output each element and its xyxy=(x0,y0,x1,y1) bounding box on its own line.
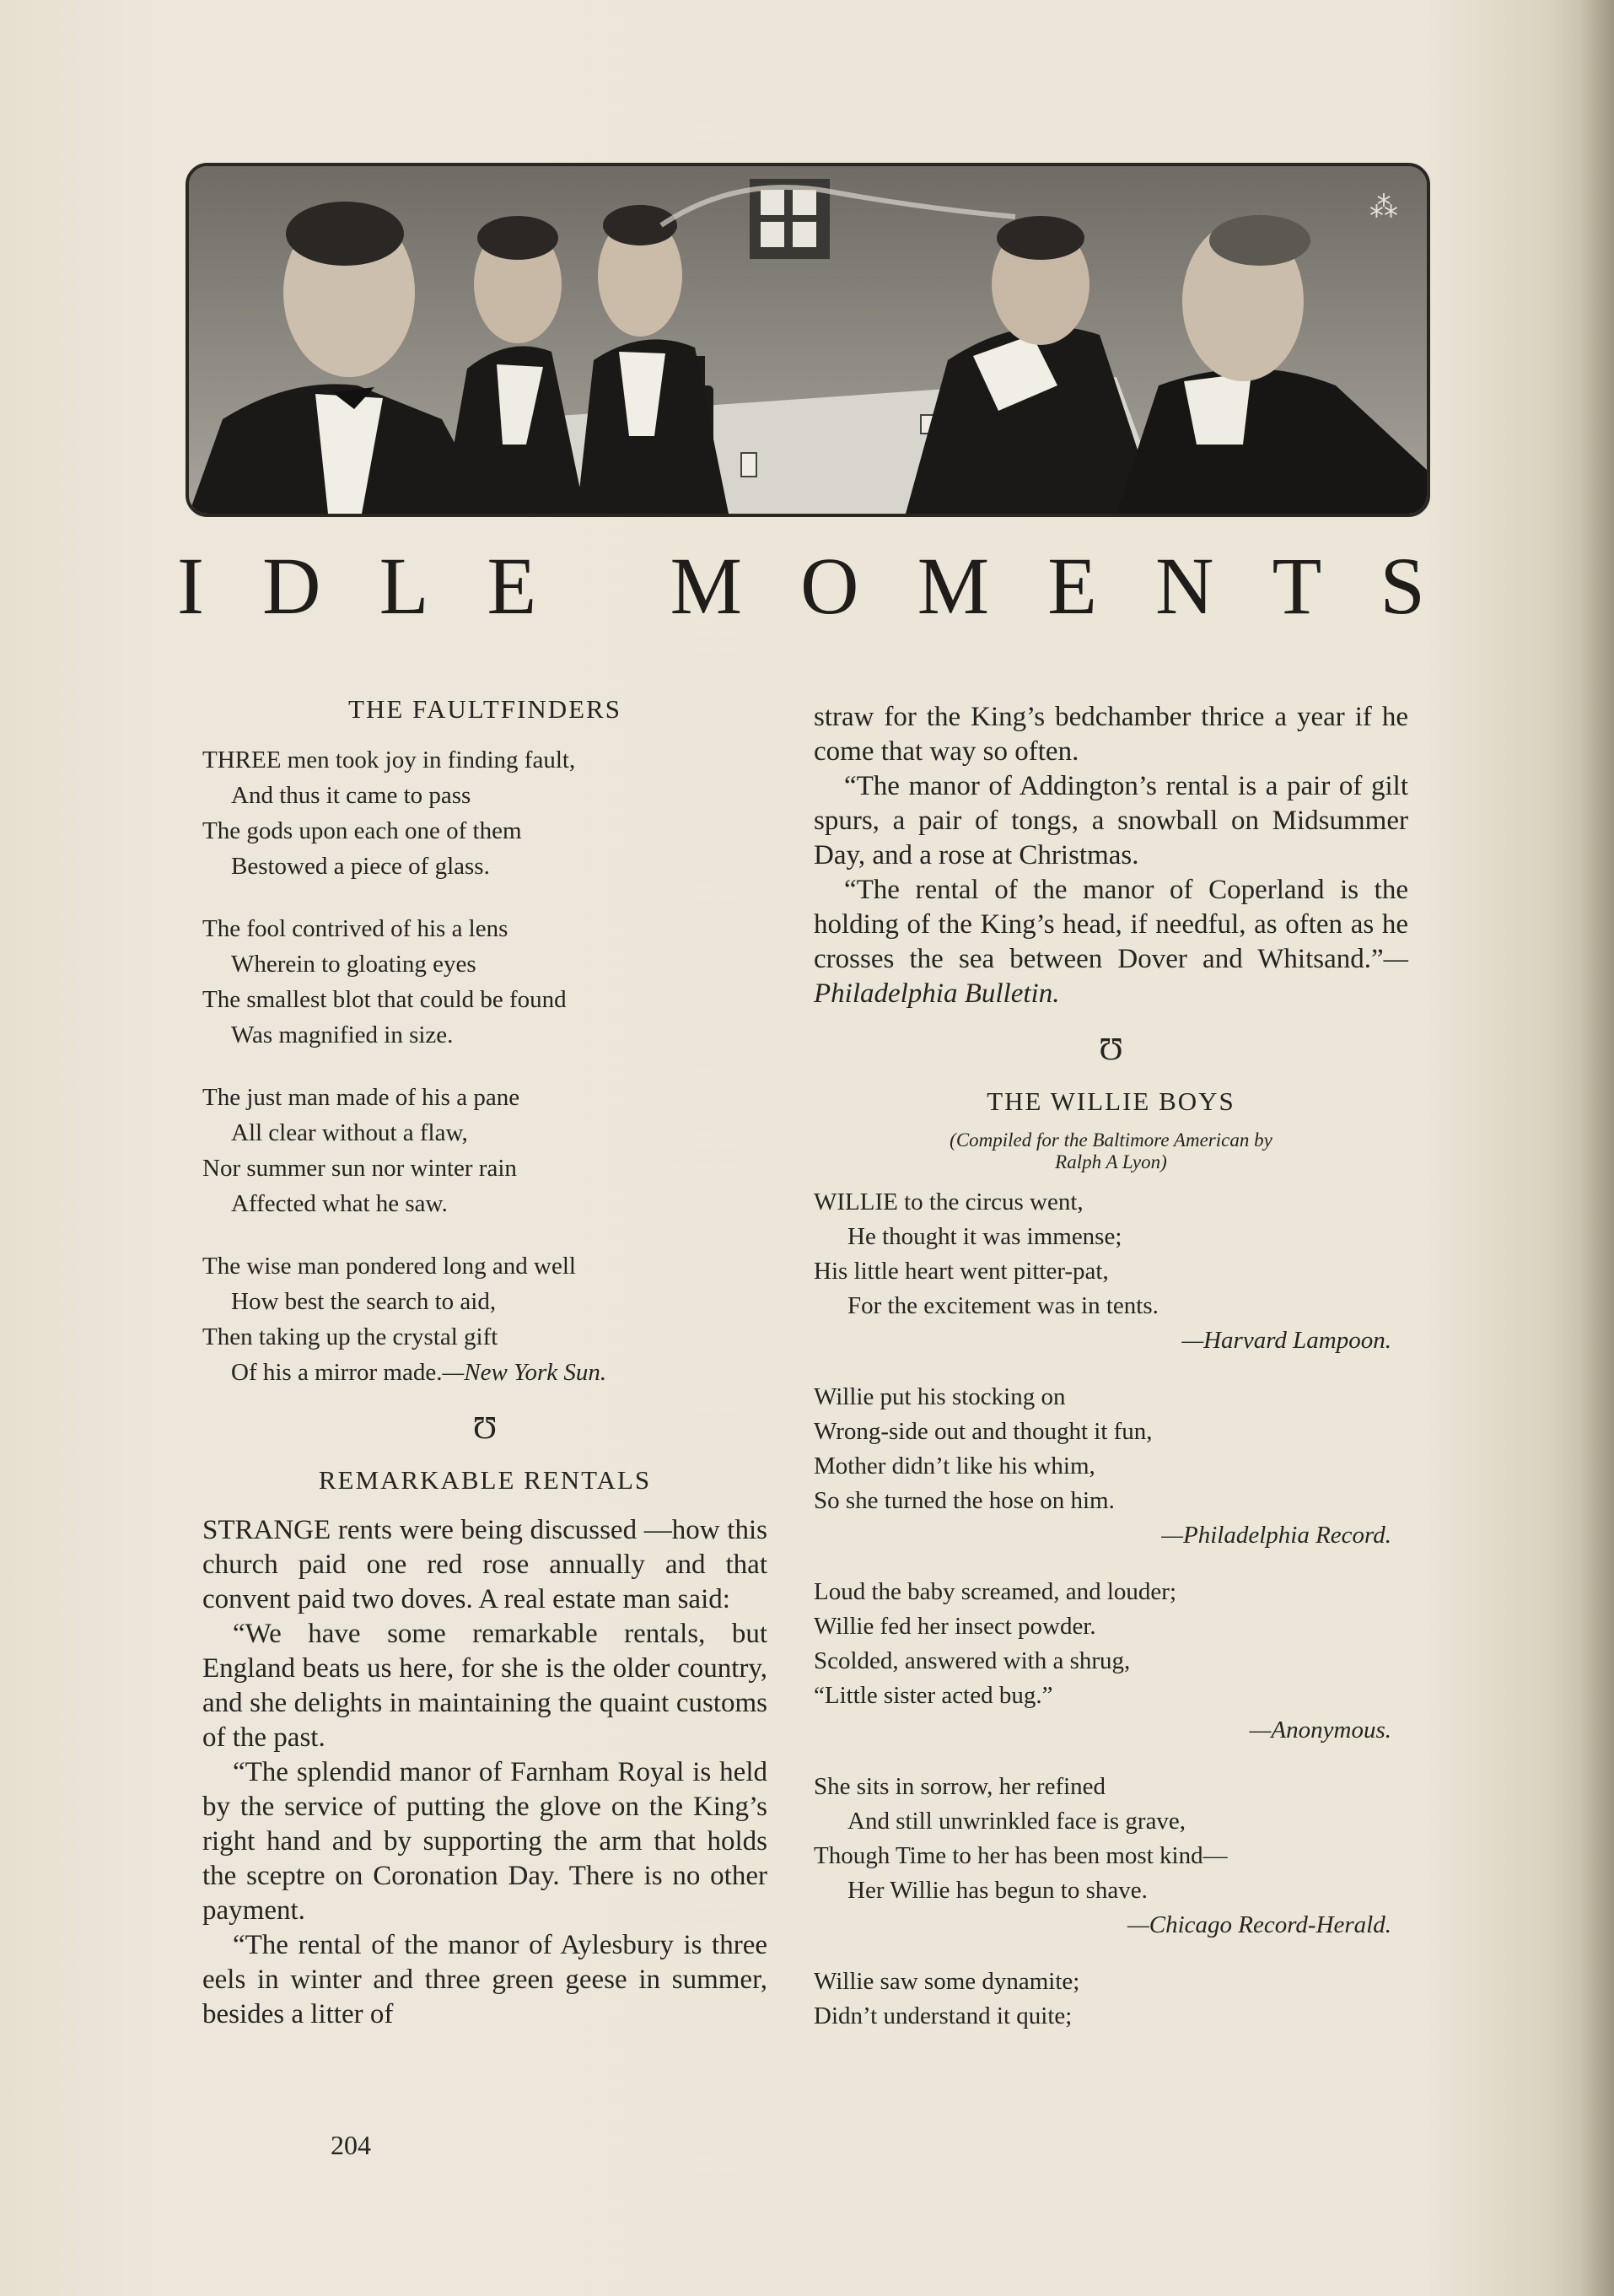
attribution: —Chicago Record-Herald. xyxy=(1127,1911,1391,1938)
right-column xyxy=(814,700,1408,2034)
title-letter: M xyxy=(917,541,990,631)
poem-line: Willie saw some dynamite; xyxy=(814,1968,1080,1995)
poem-line: Willie fed her insect powder. xyxy=(814,1613,1096,1640)
stanza xyxy=(202,1080,767,1221)
credit-line-2: Ralph A Lyon) xyxy=(1055,1151,1167,1172)
poem-line: Though Time to her has been most kind— xyxy=(814,1842,1228,1869)
poem-line: The just man made of his a pane xyxy=(202,1084,520,1111)
stanza xyxy=(814,1965,1408,2034)
paragraph: “The splendid manor of Farnham Royal is held by the service of putting the glove on the King’s right hand and by supporting the arm that holds the sceptre on Coronation Day. There is no other payment. xyxy=(202,1757,767,1926)
poem-line: The wise man pondered long and well xyxy=(202,1253,576,1280)
paragraph xyxy=(814,873,1408,1011)
attribution: —Philadelphia Bulletin. xyxy=(814,944,1408,1009)
page-number: 204 xyxy=(331,2130,371,2160)
ornament-icon: Ʊ xyxy=(1099,1032,1123,1067)
stanza xyxy=(814,1380,1408,1553)
title-letter: D xyxy=(262,541,321,631)
willie-poems xyxy=(814,1185,1408,2034)
poem-line: Bestowed a piece of glass. xyxy=(231,853,490,880)
poem-line: His little heart went pitter-pat, xyxy=(814,1258,1109,1285)
poem-line: And thus it came to pass xyxy=(231,782,471,809)
poem-line: For the excitement was in tents. xyxy=(847,1292,1159,1319)
faultfinders-poem xyxy=(202,742,767,1390)
poem-line: Her Willie has begun to shave. xyxy=(847,1877,1148,1904)
credit-line xyxy=(814,1129,1408,1173)
attribution: —New York Sun. xyxy=(442,1359,607,1386)
dinner-party-illustration-icon xyxy=(189,166,1427,514)
stanza xyxy=(202,1248,767,1390)
poem-line: Was magnified in size. xyxy=(231,1021,454,1048)
svg-text:⁂: ⁂ xyxy=(1369,192,1398,224)
poem-line: The gods upon each one of them xyxy=(202,817,522,844)
poem-line: Affected what he saw. xyxy=(231,1190,448,1217)
title-letter: I xyxy=(177,541,204,631)
stanza xyxy=(202,742,767,884)
title-letter: L xyxy=(379,541,429,631)
paragraph: “We have some remarkable rentals, but England beats us here, for she is the older country, and she delights in maintaining the quaint customs of the past. xyxy=(202,1619,767,1753)
poem-line: Didn’t understand it quite; xyxy=(814,2002,1073,2029)
attribution: —Philadelphia Record. xyxy=(1161,1522,1391,1549)
poem-line: Wherein to gloating eyes xyxy=(231,951,476,978)
title-letter: M xyxy=(670,541,742,631)
poem-line: Loud the baby screamed, and louder; xyxy=(814,1578,1177,1605)
title-letter: O xyxy=(800,541,859,631)
willie-title: THE WILLIE BOYS xyxy=(987,1086,1235,1116)
poem-line: All clear without a flaw, xyxy=(231,1119,468,1146)
stanza xyxy=(814,1185,1408,1358)
poem-line-text: Of his a mirror made. xyxy=(231,1359,443,1386)
poem-line: Then taking up the crystal gift xyxy=(202,1323,498,1350)
poem-line: The smallest blot that could be found xyxy=(202,986,567,1013)
rentals-title: REMARKABLE RENTALS xyxy=(318,1465,652,1495)
attribution: —Anonymous. xyxy=(1249,1717,1391,1744)
stanza xyxy=(814,1770,1408,1943)
poem-line: She sits in sorrow, her refined xyxy=(814,1773,1106,1800)
title-letter: N xyxy=(1155,541,1214,631)
left-column xyxy=(202,692,767,2032)
credit-line-1: (Compiled for the Baltimore American by xyxy=(950,1129,1272,1151)
poem-line: THREE men took joy in finding fault, xyxy=(202,746,576,773)
paragraph: straw for the King’s bedchamber thrice a year if he come that way so often. xyxy=(814,702,1408,767)
stanza xyxy=(202,911,767,1053)
poem-line: And still unwrinkled face is grave, xyxy=(847,1808,1186,1835)
poem-line: “Little sister acted bug.” xyxy=(814,1682,1053,1709)
poem-line: The fool contrived of his a lens xyxy=(202,915,508,942)
poem-line: How best the search to aid, xyxy=(231,1288,497,1315)
paragraph: “The rental of the manor of Aylesbury is three eels in winter and three green geese in summer, besides a litter of xyxy=(202,1930,767,2029)
title-letter: S xyxy=(1380,541,1425,631)
rentals-text xyxy=(202,1513,767,2032)
poem-line: Wrong-side out and thought it fun, xyxy=(814,1418,1153,1445)
poem-line: Willie put his stocking on xyxy=(814,1383,1066,1410)
faultfinders-title: THE FAULTFINDERS xyxy=(348,694,621,724)
title-letter: E xyxy=(487,541,537,631)
dinner-party-illustration xyxy=(186,163,1430,517)
page-title xyxy=(177,540,1425,633)
attribution: —Harvard Lampoon. xyxy=(1181,1327,1391,1354)
title-letter: E xyxy=(1047,541,1097,631)
paragraph-text: “The rental of the manor of Coperland is the holding of the King’s head, if needful, as often as he crosses the sea between Dover and Whitsand.” xyxy=(814,875,1408,974)
poem-line: Scolded, answered with a shrug, xyxy=(814,1647,1131,1674)
poem-line: He thought it was immense; xyxy=(847,1223,1122,1250)
poem-line: Nor summer sun nor winter rain xyxy=(202,1155,517,1182)
stanza xyxy=(814,1575,1408,1748)
poem-line: WILLIE to the circus went, xyxy=(814,1188,1084,1215)
ornament-icon: Ʊ xyxy=(472,1410,498,1446)
paragraph: STRANGE rents were being discussed —how this church paid one red rose annually and that convent paid two doves. A real estate man said: xyxy=(202,1515,767,1614)
paragraph: “The manor of Addington’s rental is a pair of gilt spurs, a pair of tongs, a snowball on Midsummer Day, and a rose at Christmas. xyxy=(814,771,1408,870)
page-edge-shadow xyxy=(1580,0,1614,2296)
title-letter: T xyxy=(1272,541,1322,631)
poem-line: So she turned the hose on him. xyxy=(814,1487,1115,1514)
rentals-text-continued xyxy=(814,700,1408,1011)
poem-line xyxy=(202,1355,767,1390)
poem-line: Mother didn’t like his whim, xyxy=(814,1453,1095,1479)
